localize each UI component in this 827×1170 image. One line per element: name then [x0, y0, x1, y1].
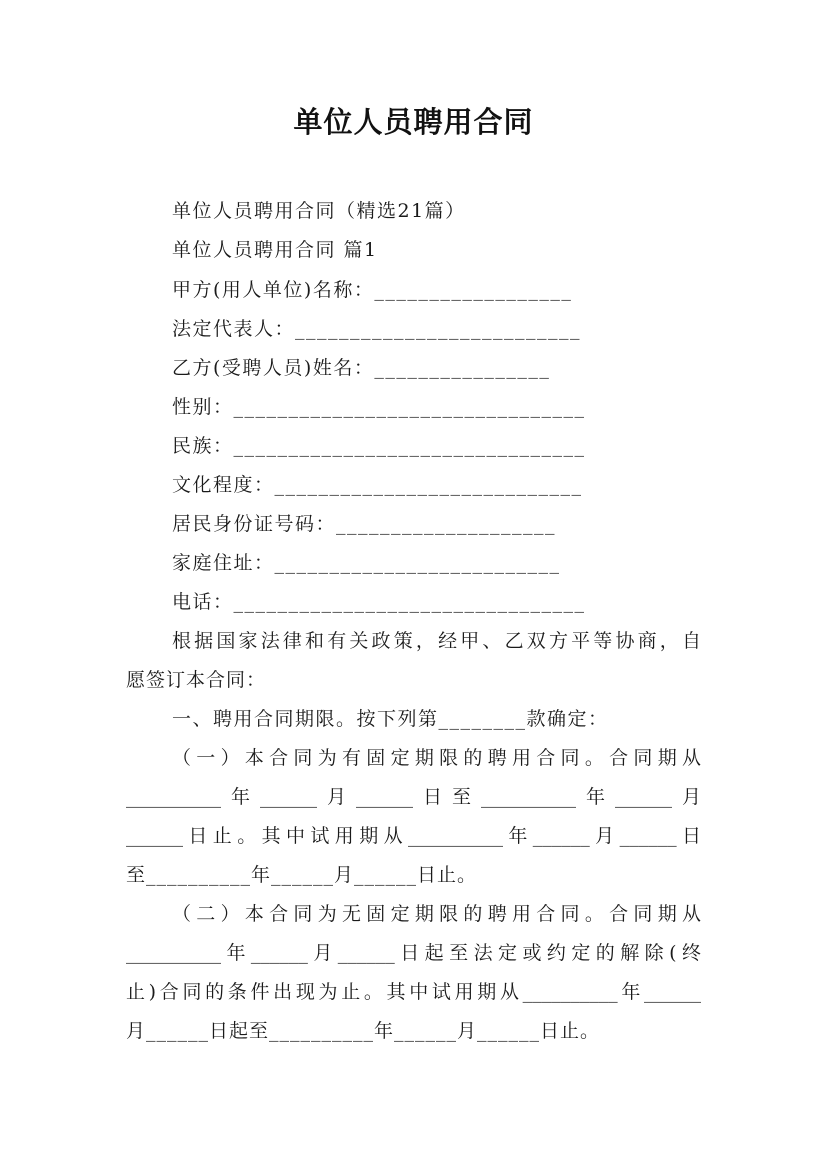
document-title: 单位人员聘用合同	[293, 105, 534, 139]
clause-1a-line-3: ______日止。其中试用期从__________年______月______日	[126, 825, 701, 847]
phone-field: 电话：________________________________	[172, 591, 586, 613]
clause-1b-line-1: （二）本合同为无固定期限的聘用合同。合同期从	[172, 903, 701, 925]
intro-paragraph-line-1: 根据国家法律和有关政策，经甲、乙双方平等协商，自	[172, 630, 701, 652]
legal-representative-field: 法定代表人：__________________________	[172, 318, 582, 340]
clause-1a-line-2: __________年______月______日至__________年______月	[126, 786, 701, 808]
clause-1b-line-4: 月______日起至__________年______月______日止。	[126, 1020, 601, 1042]
clause-1b-line-3: 止)合同的条件出现为止。其中试用期从__________年______	[126, 981, 701, 1003]
clause-1a-line-4: 至__________年______月______日止。	[126, 864, 478, 886]
section-heading: 单位人员聘用合同 篇1	[172, 239, 378, 261]
home-address-field: 家庭住址：__________________________	[172, 552, 561, 574]
clause-1a-line-1: （一）本合同为有固定期限的聘用合同。合同期从	[172, 747, 701, 769]
subtitle-line: 单位人员聘用合同（精选21篇）	[172, 200, 466, 222]
gender-field: 性别：________________________________	[172, 396, 586, 418]
clause-1-heading: 一、聘用合同期限。按下列第________款确定：	[172, 708, 609, 730]
clause-1b-line-2: __________年______月______日起至法定或约定的解除(终	[126, 942, 701, 964]
intro-paragraph-line-2: 愿签订本合同：	[126, 669, 267, 691]
education-field: 文化程度：____________________________	[172, 474, 583, 496]
party-b-name-field: 乙方(受聘人员)姓名：________________	[172, 357, 551, 379]
id-number-field: 居民身份证号码：____________________	[172, 513, 557, 535]
party-a-name-field: 甲方(用人单位)名称：__________________	[172, 279, 573, 301]
ethnicity-field: 民族：________________________________	[172, 435, 586, 457]
